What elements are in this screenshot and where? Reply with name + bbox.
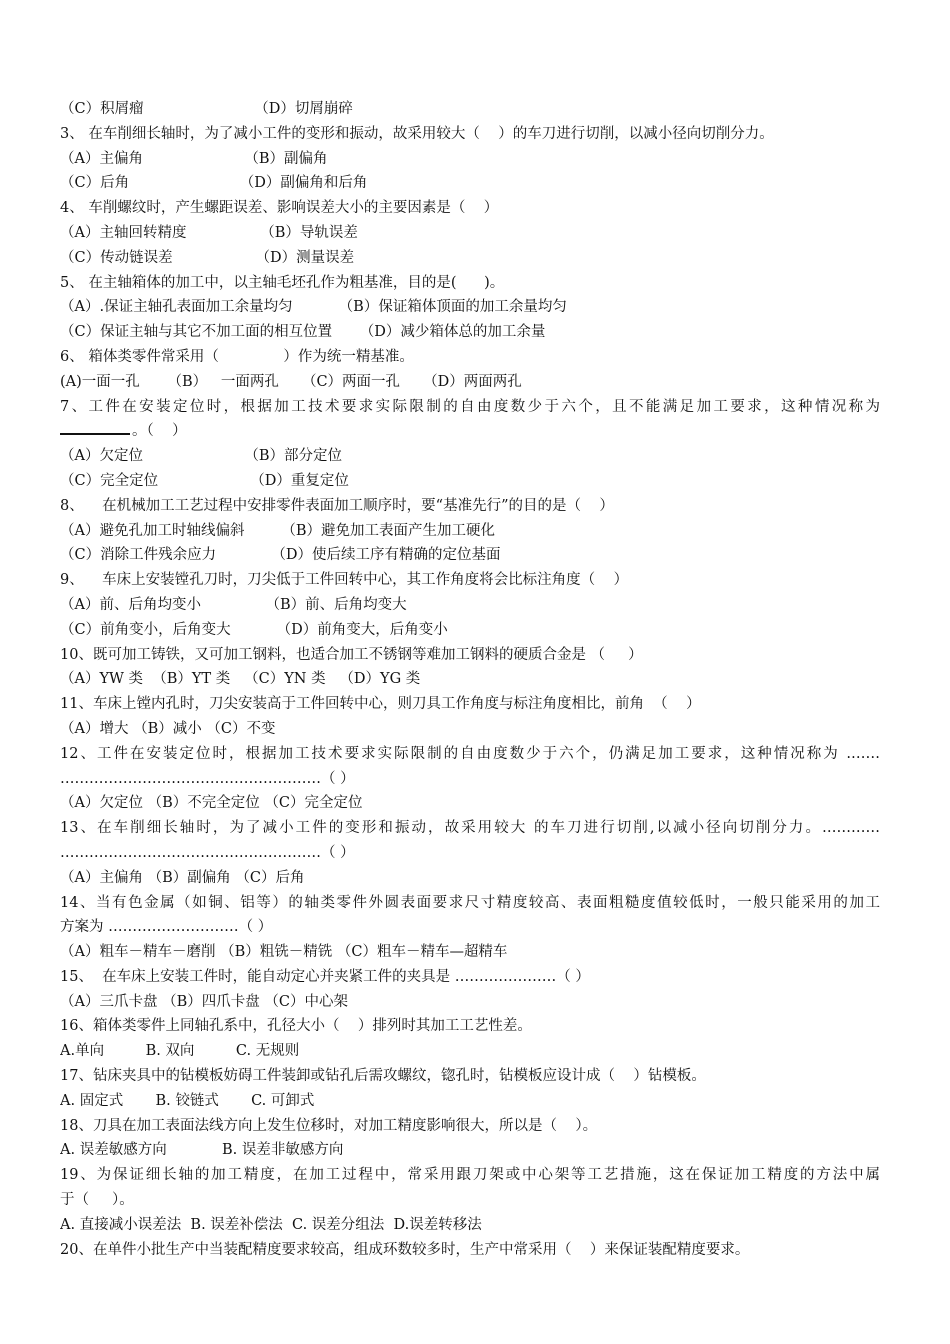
line-text: A. 固定式 B. 铰链式 C. 可卸式 (60, 1092, 315, 1109)
line-text: （A）增大 （B）减小 （C）不变 (60, 720, 276, 737)
line-text: （A）主轴回转精度 （B）导轨误差 (60, 224, 358, 241)
line-text: （C）积屑瘤 （D）切屑崩碎 (60, 101, 353, 117)
text-line (60, 1064, 880, 1089)
line-text: ………………………………………………（ ） (60, 770, 355, 787)
line-text: 。（ ） (132, 423, 187, 440)
text-line (60, 469, 880, 494)
text-line (60, 320, 880, 345)
line-text: （A）欠定位 （B）不完全定位 （C）完全定位 (60, 795, 363, 812)
line-text: 12、工件在安装定位时，根据加工技术要求实际限制的自由度数少于六个，仍满足加工要求，这种情况称为 .…… (60, 745, 880, 762)
line-text: （A）三爪卡盘 （B）四爪卡盘 （C）中心架 (60, 993, 348, 1010)
text-line (60, 767, 880, 792)
text-line (60, 295, 880, 320)
text-line (60, 1188, 880, 1213)
line-text: 13、在车削细长轴时，为了减小工件的变形和振动，故采用较大 的车刀进行切削,以减小径向切削分力。………… (60, 820, 880, 837)
line-text: 6、 箱体类零件常采用（ ）作为统一精基准。 (60, 348, 414, 365)
text-line (60, 618, 880, 643)
line-text: 9、 车床上安装镗孔刀时，刀尖低于工件回转中心，其工作角度将会比标注角度（ ） (60, 572, 629, 589)
line-text: 18、刀具在加工表面法线方向上发生位移时，对加工精度影响很大，所以是（ ）。 (60, 1117, 598, 1134)
line-text: A. 直接减小误差法 B. 误差补偿法 C. 误差分组法 D.误差转移法 (60, 1216, 482, 1233)
text-line (60, 1089, 880, 1114)
text-line (60, 643, 880, 668)
line-text: 7、工件在安装定位时，根据加工技术要求实际限制的自由度数少于六个，且不能满足加工要求，这种情况称为 (60, 398, 880, 415)
line-text: （A）主偏角 （B）副偏角 (60, 150, 328, 167)
line-text: （A）.保证主轴孔表面加工余量均匀 （B）保证箱体顶面的加工余量均匀 (60, 299, 567, 316)
text-line (60, 345, 880, 370)
text-line (60, 1114, 880, 1139)
text-line (60, 990, 880, 1015)
text-line (60, 692, 880, 717)
text-line (60, 196, 880, 221)
text-line (60, 816, 880, 841)
text-line (60, 791, 880, 816)
line-text: A.单向 B. 双向 C. 无规则 (60, 1043, 300, 1060)
line-text: 3、 在车削细长轴时，为了减小工件的变形和振动，故采用较大（ ）的车刀进行切削，以减小径向切削分力。 (60, 125, 774, 142)
line-text: （A）主偏角 （B）副偏角 （C）后角 (60, 869, 305, 886)
line-text: （A）前、后角均变小 （B）前、后角均变大 (60, 596, 407, 613)
text-line (60, 667, 880, 692)
text-line (60, 370, 880, 395)
text-line (60, 1138, 880, 1163)
text-line (60, 1039, 880, 1064)
text-line (60, 494, 880, 519)
line-text: (A)一面一孔 （B） 一面两孔 （C）两面一孔 （D）两面两孔 (60, 373, 522, 390)
line-text: （A）粗车－精车－磨削 （B）粗铣－精铣 （C）粗车－精车—超精车 (60, 944, 508, 961)
text-line (60, 841, 880, 866)
text-line (60, 866, 880, 891)
text-line (60, 940, 880, 965)
line-text: （A）欠定位 （B）部分定位 (60, 448, 343, 465)
text-line (60, 891, 880, 916)
line-text: 8、 在机械加工工艺过程中安排零件表面加工顺序时，要“基准先行”的目的是（ ） (60, 497, 614, 514)
line-text: （C）传动链误差 （D）测量误差 (60, 249, 355, 266)
text-line (60, 519, 880, 544)
text-line (60, 395, 880, 420)
line-text: 5、 在主轴箱体的加工中，以主轴毛坯孔作为粗基准，目的是( )。 (60, 274, 505, 291)
line-text: （A）避免孔加工时轴线偏斜 （B）避免加工表面产生加工硬化 (60, 522, 495, 539)
text-line (60, 271, 880, 296)
line-text: 20、在单件小批生产中当装配精度要求较高，组成环数较多时，生产中常采用（ ）来保证装配精度要求。 (60, 1241, 750, 1258)
line-text: （C）前角变小，后角变大 （D）前角变大，后角变小 (60, 621, 448, 638)
line-text: 16、箱体类零件上同轴孔系中，孔径大小（ ）排列时其加工工艺性差。 (60, 1018, 532, 1035)
line-text: （C）后角 （D）副偏角和后角 (60, 175, 368, 192)
text-line (60, 1238, 880, 1263)
text-line (60, 717, 880, 742)
text-line (60, 97, 880, 122)
line-text: （C）保证主轴与其它不加工面的相互位置 （D）减少箱体总的加工余量 (60, 324, 546, 341)
text-line (60, 147, 880, 172)
text-line (60, 1213, 880, 1238)
line-text: 方案为 ………………………（ ） (60, 919, 273, 936)
line-text: A. 误差敏感方向 B. 误差非敏感方向 (60, 1142, 344, 1159)
question-sheet (60, 97, 880, 1262)
line-text: （A）YW 类 （B）YT 类 （C）YN 类 （D）YG 类 (60, 671, 421, 688)
line-text: 11、车床上镗内孔时，刀尖安装高于工件回转中心，则刀具工作角度与标注角度相比，前角 （ ） (60, 696, 701, 713)
text-line (60, 444, 880, 469)
text-line (60, 568, 880, 593)
line-text: 15、 在车床上安装工件时，能自动定心并夹紧工件的夹具是 …………………（ ） (60, 968, 590, 985)
line-text: 10、既可加工铸铁，又可加工钢料，也适合加工不锈钢等难加工钢料的硬质合金是 （ ） (60, 646, 643, 663)
fill-in-blank (60, 419, 130, 435)
text-line (60, 221, 880, 246)
line-text: 19、为保证细长轴的加工精度，在加工过程中，常采用跟刀架或中心架等工艺措施，这在保证加工精度的方法中属 (60, 1167, 880, 1184)
text-line (60, 171, 880, 196)
text-line (60, 593, 880, 618)
text-line (60, 419, 880, 444)
text-line (60, 1014, 880, 1039)
line-text: 4、 车削螺纹时，产生螺距误差、影响误差大小的主要因素是（ ） (60, 200, 499, 217)
line-text: ………………………………………………（ ） (60, 844, 355, 861)
line-text: 于（ ）。 (60, 1192, 134, 1209)
text-line (60, 742, 880, 767)
line-text: （C）完全定位 （D）重复定位 (60, 472, 349, 489)
text-line (60, 122, 880, 147)
text-line (60, 246, 880, 271)
text-line (60, 1163, 880, 1188)
text-line (60, 543, 880, 568)
text-line (60, 915, 880, 940)
line-text: （C）消除工件残余应力 （D）使后续工序有精确的定位基面 (60, 547, 501, 564)
line-text: 14、当有色金属（如铜、铝等）的轴类零件外圆表面要求尺寸精度较高、表面粗糙度值较低时，一般只能采用的加工 (60, 894, 880, 911)
text-line (60, 965, 880, 990)
line-text: 17、钻床夹具中的钻模板妨碍工件装卸或钻孔后需攻螺纹，锪孔时，钻模板应设计成（ ）钻模板。 (60, 1068, 706, 1085)
